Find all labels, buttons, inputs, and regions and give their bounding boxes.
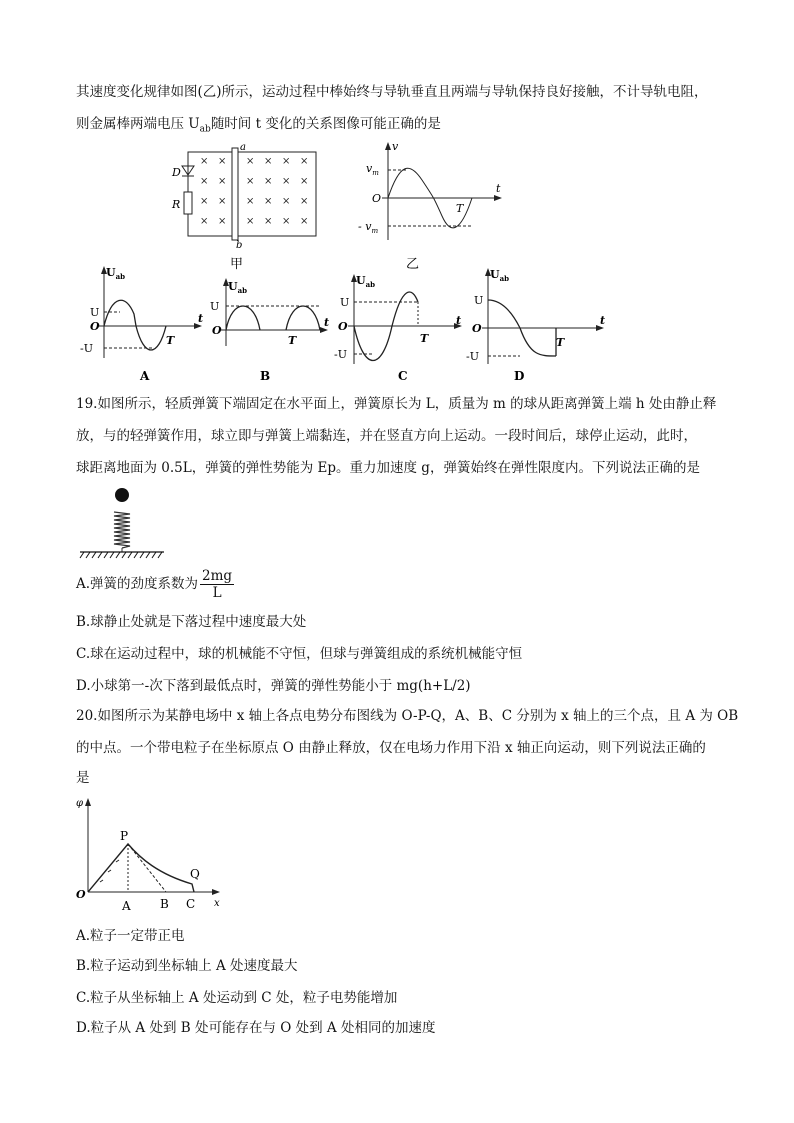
- svg-text:C: C: [186, 897, 196, 911]
- option-b-graph: [208, 276, 338, 386]
- svg-text:×: ×: [282, 196, 291, 207]
- svg-text:T: T: [166, 334, 175, 347]
- q19-text-line-1: 19.如图所示，轻质弹簧下端固定在水平面上，弹簧原长为 L，质量为 m 的球从距离弹簧上端 h 处由静止释: [76, 396, 717, 412]
- svg-text:A: A: [122, 899, 131, 913]
- q19-text-line-3: 球距离地面为 0.5L，弹簧的弹性势能为 Ep。重力加速度 g，弹簧始终在弹性限度内。下列说法正确的是: [76, 460, 700, 476]
- svg-text:T: T: [556, 336, 565, 349]
- svg-text:×: ×: [218, 216, 227, 227]
- q19-spring-figure: [76, 486, 176, 562]
- q20-text-line-2: 的中点。一个带电粒子在坐标原点 O 由静止释放，仅在电场力作用下沿 x 轴正向运动，则下列说法正确的: [76, 740, 706, 756]
- q19-option-a: A.弹簧的劲度系数为 $\frac{2mg}{L}$: [76, 568, 233, 601]
- svg-text:×: ×: [200, 156, 209, 167]
- q20-option-b: B.粒子运动到坐标轴上 A 处速度最大: [76, 958, 298, 974]
- svg-text:×: ×: [246, 196, 255, 207]
- svg-text:×: ×: [218, 196, 227, 207]
- svg-text:×: ×: [218, 156, 227, 167]
- option-a-graph: [76, 264, 216, 386]
- rod-label-b: b: [236, 240, 243, 251]
- option-d-graph: [464, 266, 614, 386]
- svg-text:v: v: [392, 140, 399, 153]
- svg-text:O: O: [338, 320, 348, 333]
- q19-option-b: B.球静止处就是下落过程中速度最大处: [76, 614, 307, 630]
- option-c-graph: [332, 272, 472, 386]
- option-c-label: C: [398, 369, 408, 383]
- svg-text:-U: -U: [334, 348, 347, 361]
- stiffness-fraction: $\frac{2mg}{L}$: [202, 568, 233, 601]
- q19-option-d: D.小球第一-次下落到最低点时，弹簧的弹性势能小于 mg(h+L/2): [76, 678, 471, 694]
- svg-text:O: O: [372, 192, 382, 205]
- q20-potential-graph: [74, 796, 224, 914]
- q20-option-c: C.粒子从坐标轴上 A 处运动到 C 处，粒子电势能增加: [76, 990, 398, 1006]
- svg-text:vm: $v_m$: [366, 162, 379, 177]
- svg-text:Uab: $U_{ab}$: [356, 274, 376, 289]
- svg-text:×: ×: [282, 216, 291, 227]
- svg-text:O: O: [90, 320, 100, 333]
- svg-text:×: ×: [300, 216, 309, 227]
- svg-text:×: ×: [200, 176, 209, 187]
- svg-text:t: t: [324, 316, 330, 329]
- svg-text:T: T: [456, 202, 464, 215]
- q19-option-c: C.球在运动过程中，球的机械能不守恒，但球与弹簧组成的系统机械能守恒: [76, 646, 523, 662]
- q20-text-line-3: 是: [76, 770, 90, 786]
- svg-text:×: ×: [282, 156, 291, 167]
- svg-text:×: ×: [264, 156, 273, 167]
- q20-option-d: D.粒子从 A 处到 B 处可能存在与 O 处到 A 处相同的加速度: [76, 1020, 436, 1036]
- rod-label-a: a: [240, 142, 246, 153]
- svg-text:×: ×: [264, 196, 273, 207]
- svg-text:t: t: [198, 312, 204, 325]
- q20-text-line-1: 20.如图所示为某静电场中 x 轴上各点电势分布图线为 O-P-Q，A、B、C 分别为 x 轴上的三个点，且 A 为 OB: [76, 708, 739, 724]
- svg-text:×: ×: [200, 196, 209, 207]
- svg-text:×: ×: [300, 196, 309, 207]
- option-b-label: B: [260, 369, 271, 383]
- svg-text:×: ×: [200, 216, 209, 227]
- q20-option-a: A.粒子一定带正电: [76, 928, 185, 944]
- svg-text:-U: -U: [80, 342, 93, 355]
- svg-text:×: ×: [282, 176, 291, 187]
- figure-jia: [168, 142, 318, 272]
- svg-text:×: ×: [246, 216, 255, 227]
- svg-text:×: ×: [218, 176, 227, 187]
- svg-text:×: ×: [246, 176, 255, 187]
- svg-text:Uab: $U_{ab}$: [490, 268, 510, 283]
- svg-text:t: t: [456, 314, 462, 327]
- svg-text:×: ×: [300, 156, 309, 167]
- svg-text:- vm: - $v_m$: [358, 220, 379, 235]
- svg-text:×: ×: [246, 156, 255, 167]
- option-d-label: D: [514, 369, 525, 383]
- svg-text:T: T: [420, 332, 429, 345]
- svg-text:φ: φ: [76, 798, 84, 809]
- svg-text:-U: -U: [466, 350, 479, 363]
- option-a-label: A: [140, 369, 150, 383]
- svg-text:O: O: [212, 324, 222, 337]
- svg-text:O: O: [472, 322, 482, 335]
- svg-text:B: B: [160, 897, 169, 911]
- svg-text:U: U: [210, 300, 220, 313]
- magnetic-field-crosses: [200, 156, 308, 227]
- svg-text:O: O: [76, 888, 86, 901]
- svg-text:Uab: $U_{ab}$: [228, 280, 248, 295]
- svg-text:×: ×: [264, 176, 273, 187]
- svg-text:P: P: [120, 829, 129, 843]
- svg-text:U: U: [474, 294, 484, 307]
- q19-text-line-2: 放，与的轻弹簧作用，球立即与弹簧上端黏连，并在竖直方向上运动。一段时间后，球停止运动，此时，: [76, 428, 697, 444]
- diode-label: D: [172, 166, 181, 179]
- svg-text:t: t: [496, 182, 501, 195]
- svg-text:×: ×: [264, 216, 273, 227]
- figure-yi-caption: 乙: [406, 257, 420, 272]
- svg-text:U: U: [340, 296, 350, 309]
- resistor-label: R: [172, 198, 181, 211]
- q18-text-line-1: 其速度变化规律如图(乙)所示，运动过程中棒始终与导轨垂直且两端与导轨保持良好接触，不计导轨电阻，: [76, 84, 708, 100]
- svg-text:U: U: [90, 306, 100, 319]
- svg-text:T: T: [288, 334, 297, 347]
- svg-text:t: t: [600, 314, 606, 327]
- svg-text:Uab: $U_{ab}$: [106, 266, 126, 281]
- svg-text:Q: Q: [190, 867, 200, 881]
- q18-text-line-2: 则金属棒两端电压 $U_{ab}$随时间 t 变化的关系图像可能正确的是: [76, 116, 441, 135]
- figure-yi: [352, 140, 512, 275]
- svg-text:×: ×: [300, 176, 309, 187]
- figure-jia-caption: 甲: [230, 257, 244, 272]
- svg-text:x: x: [214, 898, 220, 909]
